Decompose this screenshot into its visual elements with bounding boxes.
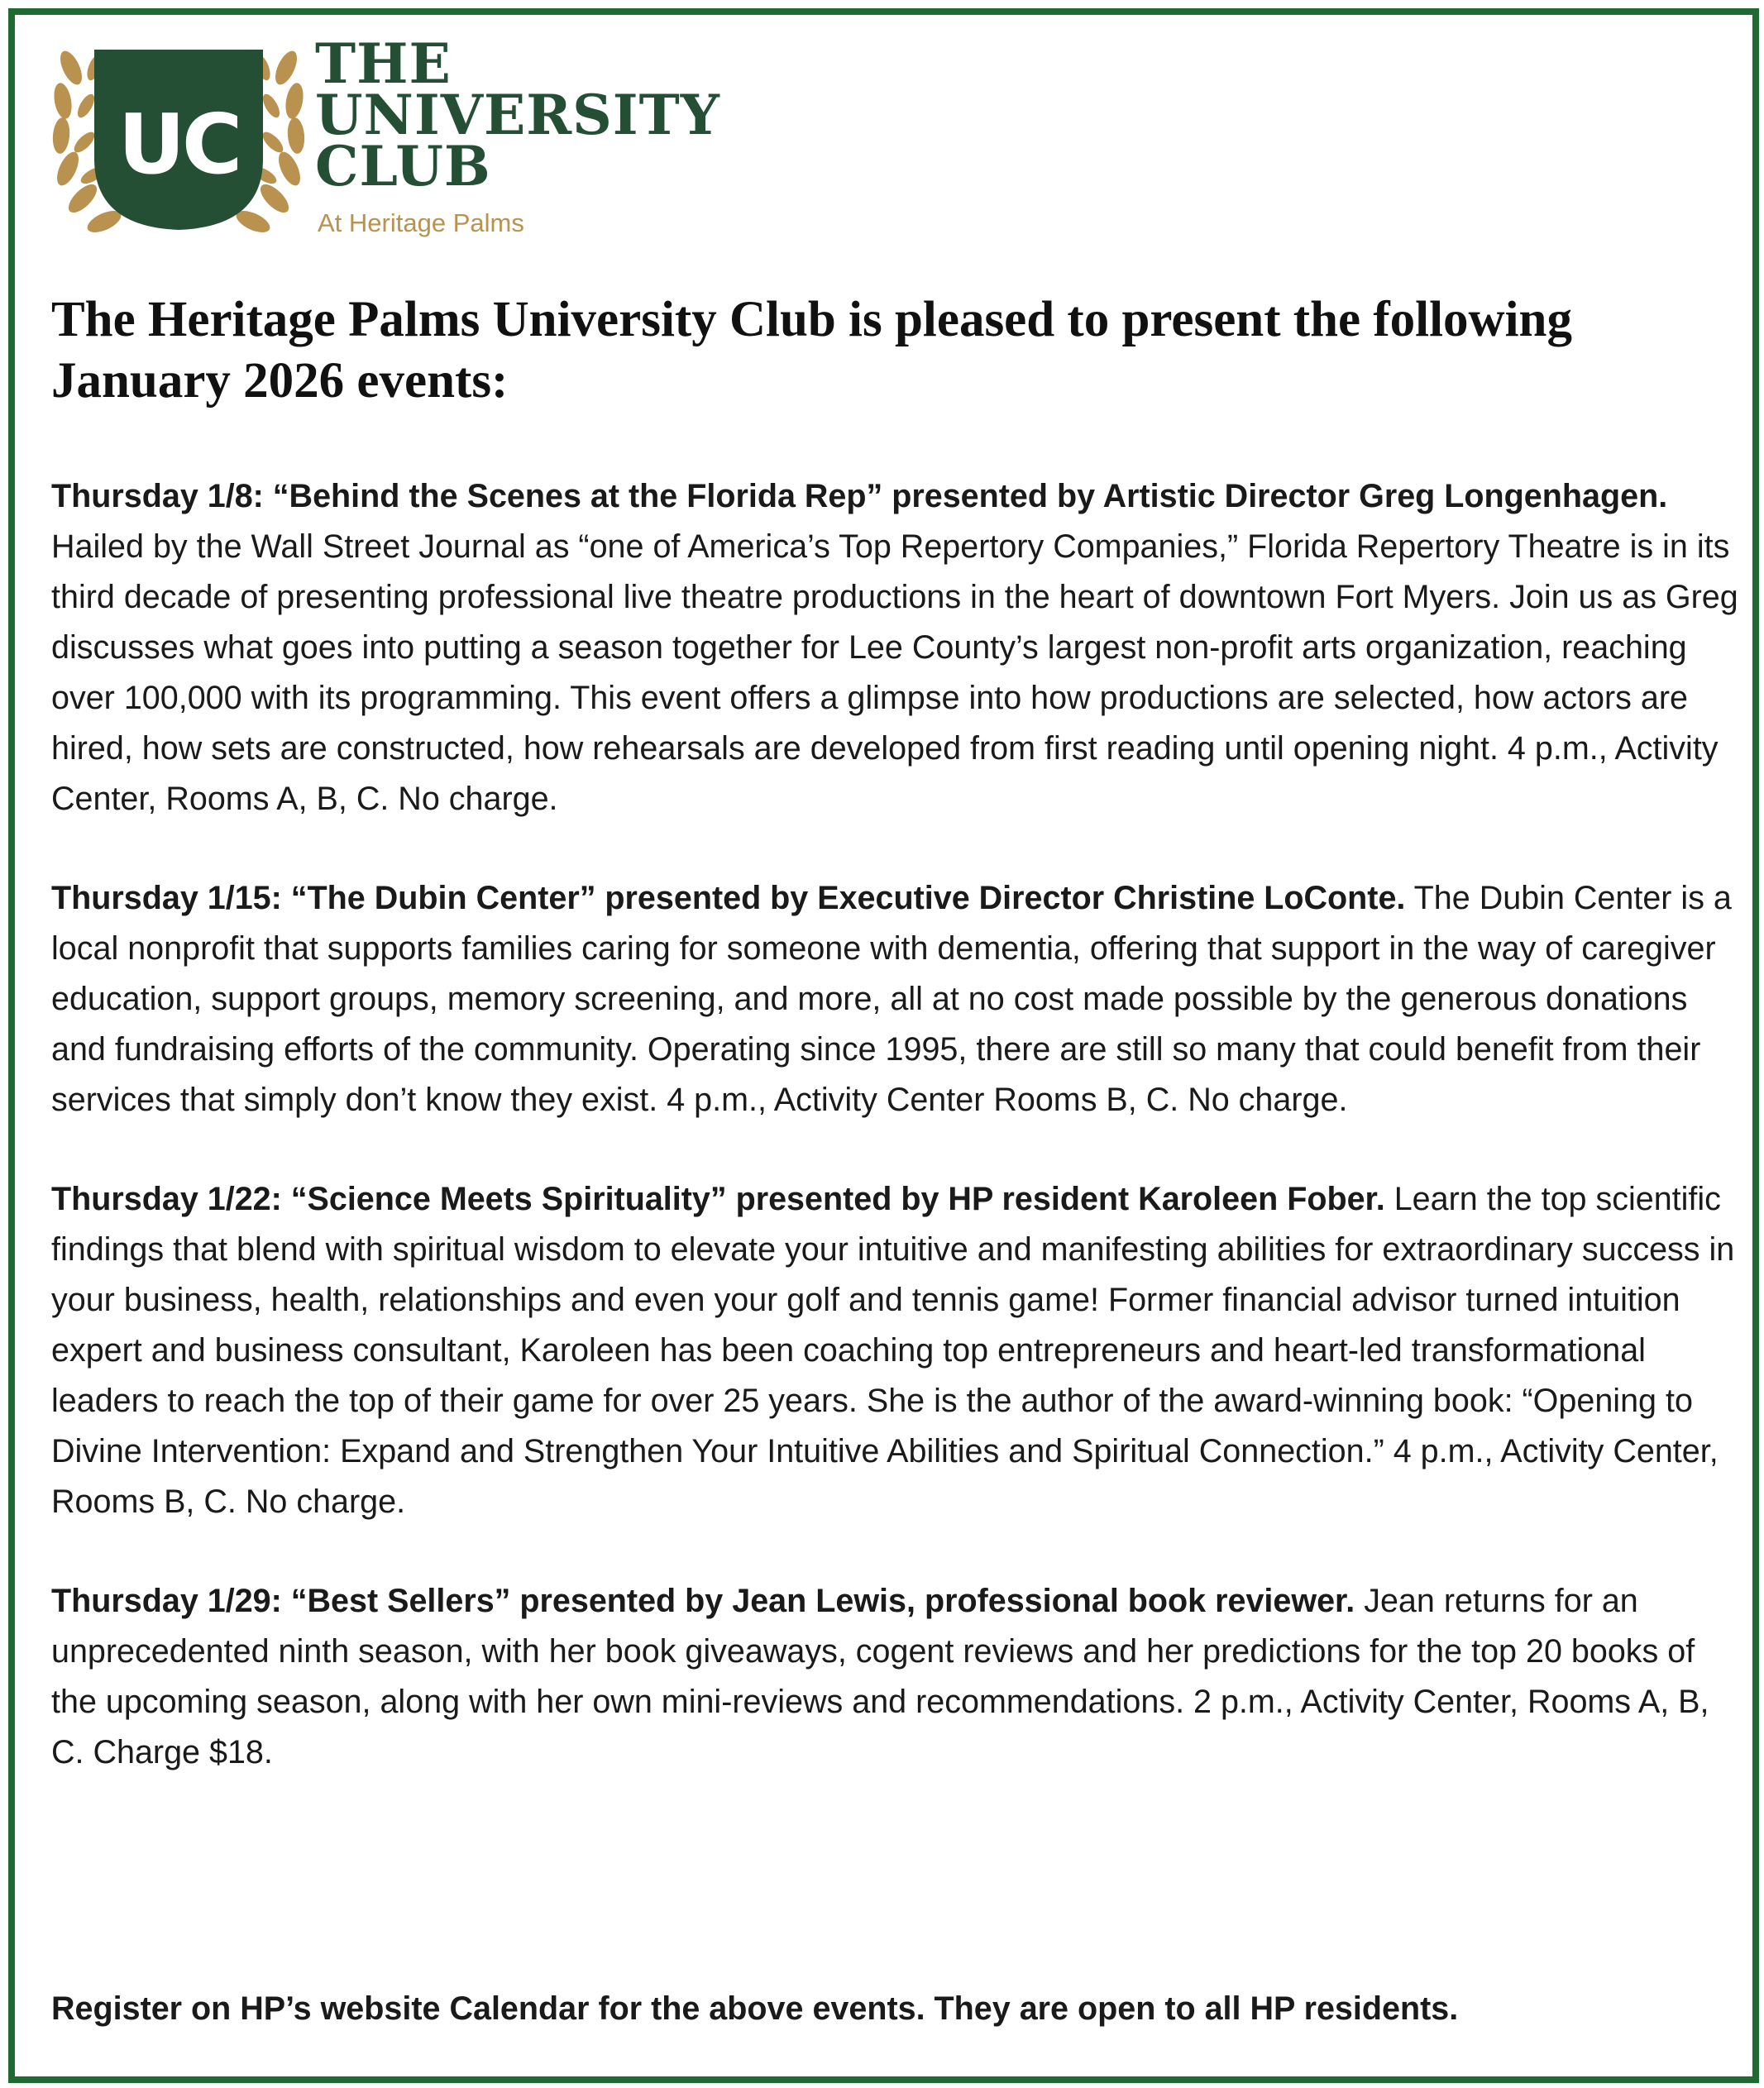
events-list bbox=[51, 471, 1747, 1827]
logo-subtitle: At Heritage Palms bbox=[318, 208, 524, 237]
logo-monogram: UC bbox=[117, 96, 240, 193]
event-body: Learn the top scientific findings that blend with spiritual wisdom to elevate your intuitive and manifesting abilities for extraordinary success in your business, health, relationships and even your golf and tennis game! Former financial advisor turned intuition expert and business consultant, Karoleen has been coaching top entrepreneurs and heart-led transformational leaders to reach the top of their game for over 25 years. She is the author of the award-winning book: “Opening to Divine Intervention: Expand and Strengthen Your Intuitive Abilities and Spiritual Connection.” 4 p.m., Activity Center, Rooms B, C. No charge. bbox=[51, 1181, 1735, 1520]
event-title: Thursday 1/15: “The Dubin Center” presented by Executive Director Christine LoConte. bbox=[51, 880, 1406, 916]
logo-wordmark bbox=[315, 31, 720, 198]
event-item bbox=[51, 1576, 1747, 1778]
logo-line-the: THE bbox=[315, 31, 452, 96]
event-body: The Dubin Center is a local nonprofit that supports families caring for someone with dementia, offering that support in the way of caregiver education, support groups, memory screening, and more, all at no cost made possible by the generous donations and fundraising efforts of the community. Operating since 1995, there are still so many that could benefit from their services that simply don’t know they exist. 4 p.m., Activity Center Rooms B, C. No charge. bbox=[51, 880, 1732, 1118]
event-title: Thursday 1/8: “Behind the Scenes at the Florida Rep” presented by Artistic Director Greg Longenhagen. bbox=[51, 478, 1668, 514]
event-body: Hailed by the Wall Street Journal as “one of America’s Top Repertory Companies,” Florida Repertory Theatre is in its third decade of presenting professional live theatre productions in the heart of downtown Fort Myers. Join us as Greg discusses what goes into putting a season together for Lee County’s largest non-profit arts organization, reaching over 100,000 with its programming. This event offers a glimpse into how productions are selected, how actors are hired, how sets are constructed, how rehearsals are developed from first reading until opening night. 4 p.m., Activity Center, Rooms A, B, C. No charge. bbox=[51, 528, 1738, 817]
logo-line-club: CLUB bbox=[315, 134, 491, 198]
registration-note: Register on HP’s website Calendar for the above events. They are open to all HP residents. bbox=[51, 1990, 1459, 2027]
university-club-logo bbox=[46, 31, 720, 258]
event-body: Jean returns for an unprecedented ninth season, with her book giveaways, cogent reviews and her predictions for the top 20 books of the upcoming season, along with her own mini-reviews and recommendations. 2 p.m., Activity Center, Rooms A, B, C. Charge $18. bbox=[51, 1583, 1709, 1770]
page-headline: The Heritage Palms University Club is pleased to present the following January 2026 events: bbox=[51, 292, 1572, 409]
event-title: Thursday 1/22: “Science Meets Spirituality” presented by HP resident Karoleen Fober. bbox=[51, 1181, 1385, 1217]
event-item bbox=[51, 1174, 1747, 1527]
logo-line-university: UNIVERSITY bbox=[315, 83, 720, 147]
event-item bbox=[51, 471, 1747, 824]
event-item bbox=[51, 873, 1747, 1125]
page-frame bbox=[8, 8, 1759, 2083]
event-title: Thursday 1/29: “Best Sellers” presented by Jean Lewis, professional book reviewer. bbox=[51, 1583, 1355, 1619]
